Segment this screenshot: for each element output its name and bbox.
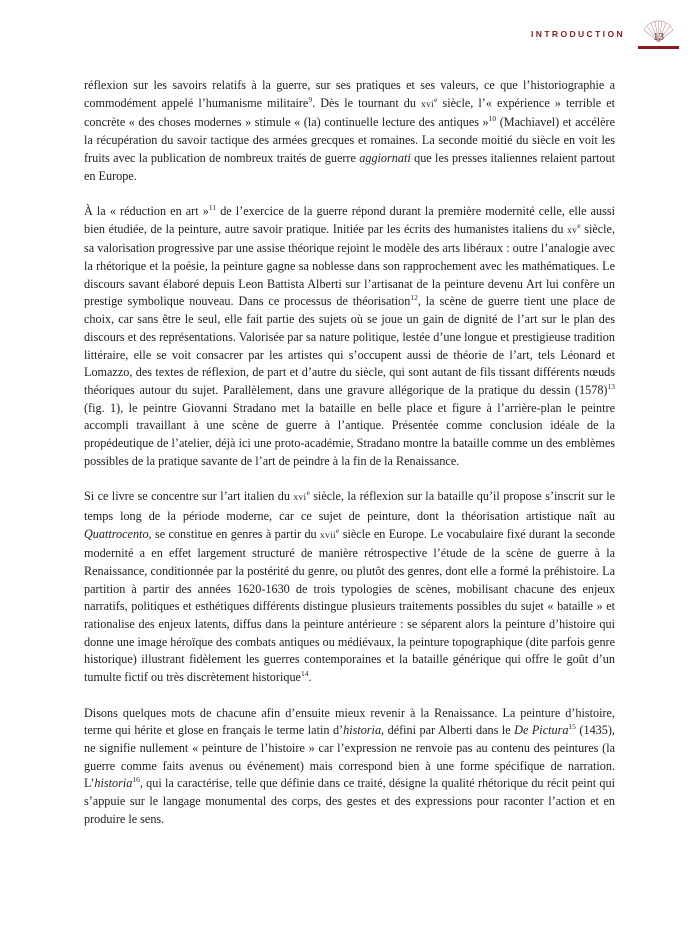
small-caps-numeral: xv <box>567 225 578 236</box>
text-run: Si ce livre se concentre sur l’art italien du <box>84 489 294 504</box>
text-run: . Dès le tournant du <box>312 95 422 110</box>
paragraph <box>84 77 615 185</box>
text-run: de l’exercice de la guerre répond durant la première modernité celle, elle aussi bien étudiée, de la peinture, autre savoir pratique. Initiée par les écrits des humanistes italiens du <box>84 203 615 236</box>
footnote-ref: e <box>434 94 438 104</box>
footnote-ref: 11 <box>208 202 217 212</box>
text-run: , se constitue en genres à partir du <box>148 526 321 541</box>
text-run: siècle, sa valorisation progressive par une assise théorique rejoint le modèle des arts libéraux : outre l’analogie avec la rhétorique et la poésie, la peinture gagne sa noblesse dans son rapprochement avec les mathématiques. Le discours savant élaboré depuis Leon Battista Alberti sur l’artisanat de la peinture devenu Art lui confère un prestige symbolique nouveau. Dans ce processus de théorisation <box>84 221 615 309</box>
small-caps-numeral: xvii <box>320 530 336 541</box>
footnote-ref: 15 <box>568 722 576 732</box>
text-run: que les presses italiennes relaient partout en Europe. <box>84 150 616 183</box>
footnote-ref: 13 <box>607 381 615 391</box>
text-run: siècle en Europe. Le vocabulaire fixé durant la seconde modernité a en effet largement structuré de manière rétrospective l’étude de la scène de guerre à la Renaissance, conditionnée par la postérité du genre, ou plutôt des genres, dont elle a formé la préhistoire. La partition à partir des années 1620-1630 de trois typologies de scènes, mobilisant chacune des enjeux narratifs, politiques et esthétiques différents distingue plusieurs traitements possibles du sujet « bataille » et rationalise des enjeux latents, diffus dans la peinture antérieure : se séparent alors la peinture d’histoire qui donne une image héroïque des combats antiques ou médiévaux, la peinture topographique (dite parfois genre historique) illustrant fidèlement les guerres contemporaines et la bataille générique qui offre le goût d’un tumulte fictif ou très discrètement historique <box>84 526 616 685</box>
italic-text: historia <box>343 723 382 738</box>
page-header <box>0 0 700 60</box>
body-text <box>84 77 615 846</box>
footnote-ref: 10 <box>488 114 497 124</box>
text-run: siècle, l’« expérience » terrible et concrète « des choses modernes » stimule « (la) continuelle lecture des antiques » <box>84 95 616 130</box>
text-run: À la « réduction en art » <box>84 203 209 218</box>
text-run: , la scène de guerre tient une place de choix, car sans être le seul, elle fait partie des sujets où se joue un gain de dignité de l’art sur le plan des discours et des représentations. Valorisée par sa nature politique, lestée d’une longue et prestigieuse tradition littéraire, elle se voit consacrer par les artistes qui s’occupent aussi de théorie de l’art, tels Léonard et Lomazzo, des textes de réflexion, de part et d’autre du siècle, qui sont autant de fils tissant différents nœuds théoriques autour du sujet. Parallèlement, dans une gravure allégorique de la pratique du dessin (1578) <box>84 294 615 397</box>
footnote-ref: 12 <box>410 293 418 303</box>
footnote-ref: e <box>306 488 310 498</box>
paragraph <box>84 488 615 687</box>
text-run: (Machiavel) et accélère la récupération du savoir tactique des armées grecques et romaines. La seconde moitié du siècle en voit les fruits avec la publication de nombreux traités de guerre <box>84 115 616 165</box>
text-run: réflexion sur les savoirs relatifs à la guerre, sur ses pratiques et ses valeurs, ce que l’historiographie a commodément appelé l’humanisme militaire <box>84 78 615 110</box>
small-caps-numeral: xvi <box>421 99 435 110</box>
italic-text: Quattrocento <box>84 526 149 541</box>
text-run: , défini par Alberti dans le <box>381 723 515 738</box>
paragraph <box>84 705 615 829</box>
paragraph <box>84 203 615 471</box>
footnote-ref: e <box>336 525 340 535</box>
text-run: , qui la caractérise, telle que définie dans ce traité, désigne la qualité rhétorique du récit peint qui s’appuie sur le langage monumental des corps, des gestes et des expressions pour raconter l’action et en produire le sens. <box>84 776 615 826</box>
text-run: siècle, la réflexion sur la bataille qu’il propose s’inscrit sur le temps long de la période moderne, car ce sujet de peinture, dont la théorisation artistique naît au <box>84 489 616 523</box>
footnote-ref: 9 <box>308 94 313 104</box>
text-run: . <box>308 670 312 685</box>
running-head: INTRODUCTION <box>531 29 625 39</box>
text-run: (1435), ne signifie nullement « peinture de l’histoire » car l’expression ne renvoie pas au contenu des peintures (la guerre comme faits avenus ou événement) mais correspond bien à une forme spécifique de narration. L’ <box>84 723 615 791</box>
footnote-ref: e <box>577 220 581 230</box>
italic-text: De Pictura <box>514 723 569 738</box>
small-caps-numeral: xvi <box>293 493 307 504</box>
text-run: Disons quelques mots de chacune afin d’ensuite mieux revenir à la Renaissance. La peinture d’histoire, terme qui hérite et glose en français le terme latin d’ <box>84 705 615 738</box>
italic-text: aggiornati <box>359 150 411 165</box>
footnote-ref: 16 <box>132 775 140 785</box>
page-number: 13 <box>653 31 664 43</box>
footnote-ref: 14 <box>300 669 309 679</box>
folio <box>638 18 679 48</box>
italic-text: historia <box>94 776 133 791</box>
header-rule <box>638 46 679 49</box>
text-run: (fig. 1), le peintre Giovanni Stradano met la bataille en belle place et figure à l’arrière-plan le peintre accompli travaillant à une scène de guerre à l’antique. Présentée comme conclusion idéale de la propédeutique de l’atelier, déjà ici une proto-académie, Stradano montre la bataille comme un des emblèmes possibles de la pratique savante de l’art de peindre à la fin de la Renaissance. <box>84 400 615 468</box>
